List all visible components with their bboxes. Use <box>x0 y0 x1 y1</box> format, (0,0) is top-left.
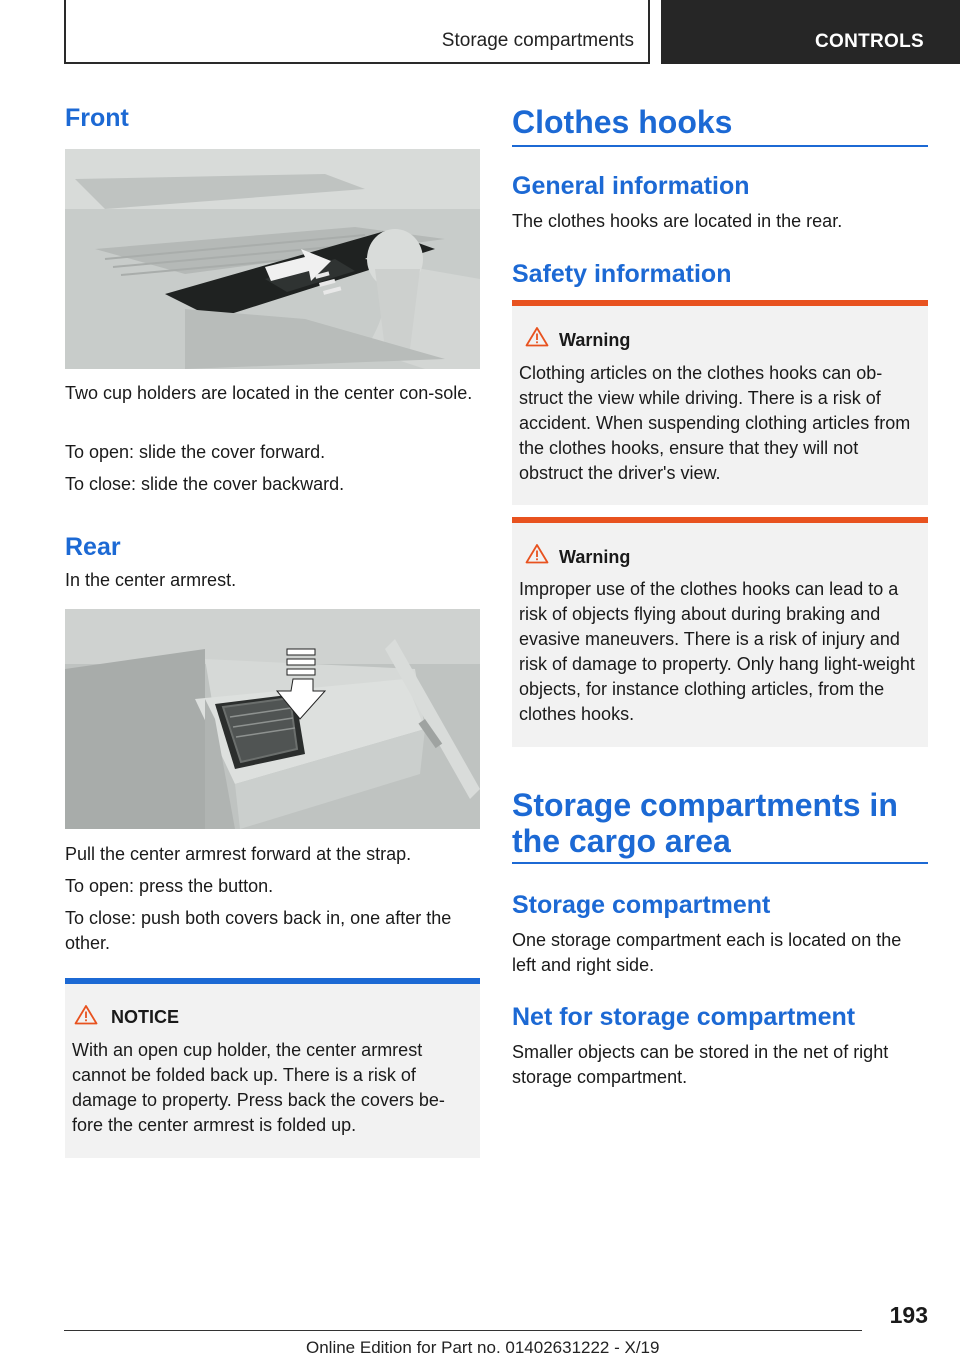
clothes-hooks-rule <box>512 145 928 147</box>
rear-paragraph-1: Pull the center armrest forward at the strap. <box>65 844 412 864</box>
front-heading: Front <box>65 104 129 132</box>
notice-body: With an open cup holder, the center armrest cannot be folded back up. There is a risk of damage to property. Press back the covers be-fore the center armrest is folded up. <box>72 1040 445 1135</box>
rear-armrest-image <box>65 609 480 829</box>
rear-intro: In the center armrest. <box>65 570 237 590</box>
general-information-body: The clothes hooks are located in the rear. <box>512 211 843 231</box>
footer-edition: Online Edition for Part no. 01402631222 - X/19 <box>306 1338 660 1357</box>
notice-callout <box>65 978 480 1158</box>
warning-body-2: Improper use of the clothes hooks can lead to a risk of objects flying about during braking and evasive maneuvers. There is a risk of injury and risk of damage to property. Only hang light-weight objects, for instance clothing articles, from the clothes hooks. <box>519 579 915 724</box>
rear-paragraph-2: To open: press the button. <box>65 876 274 896</box>
notice-bar <box>65 978 480 984</box>
notice-title: NOTICE <box>111 1007 180 1027</box>
warning-triangle-icon <box>525 543 549 564</box>
front-paragraph-1: Two cup holders are located in the center con-sole. <box>65 383 473 403</box>
warning-callout-2 <box>512 517 928 747</box>
footer-divider <box>64 1330 862 1331</box>
rear-heading: Rear <box>65 533 121 561</box>
rear-paragraph-3: To close: push both covers back in, one after the other. <box>65 908 452 953</box>
header-section-box <box>64 0 650 64</box>
warning-title-1: Warning <box>559 330 631 350</box>
header-section-title: Storage compartments <box>441 30 634 51</box>
warning-title-2: Warning <box>559 547 631 567</box>
cargo-area-heading-line-2: the cargo area <box>512 823 731 859</box>
notice-warning-icon <box>74 1004 98 1025</box>
cargo-area-rule <box>512 862 928 864</box>
header-chapter-label: CONTROLS <box>815 31 925 52</box>
net-storage-heading: Net for storage compartment <box>512 1003 856 1031</box>
safety-information-heading: Safety information <box>512 260 732 288</box>
warning-body-1: Clothing articles on the clothes hooks can ob-struct the view while driving. There is a risk of accident. When suspending clothing articles from the clothes hooks, ensure that they will not obstruct the driver's view. <box>519 363 911 483</box>
cargo-area-heading-line-1: Storage compartments in <box>512 787 898 823</box>
warning-bar-1 <box>512 300 928 306</box>
storage-compartment-heading: Storage compartment <box>512 891 771 919</box>
front-paragraph-3: To close: slide the cover backward. <box>65 474 345 494</box>
warning-bar-2 <box>512 517 928 523</box>
clothes-hooks-heading: Clothes hooks <box>512 104 733 140</box>
warning-triangle-icon <box>525 326 549 347</box>
front-cup-holder-image <box>65 149 480 369</box>
net-storage-body: Smaller objects can be stored in the net of right storage compartment. <box>512 1042 889 1087</box>
front-paragraph-2: To open: slide the cover forward. <box>65 442 326 462</box>
general-information-heading: General information <box>512 172 750 200</box>
warning-callout-1 <box>512 300 928 505</box>
header-chapter-tab[interactable] <box>661 0 960 64</box>
storage-compartment-body: One storage compartment each is located on the left and right side. <box>512 930 902 975</box>
page-number: 193 <box>889 1302 928 1328</box>
